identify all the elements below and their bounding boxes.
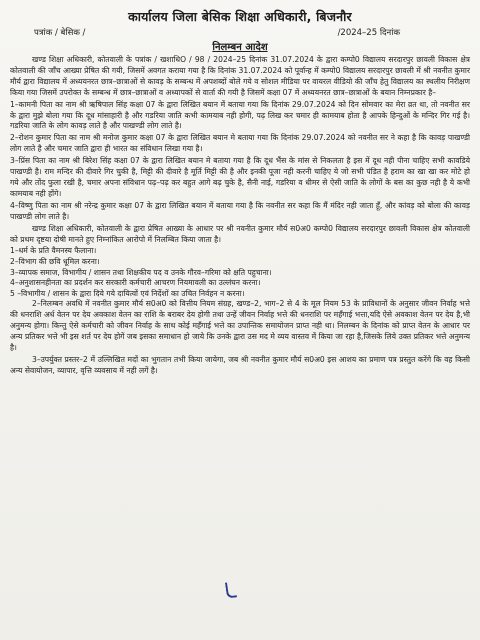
intro-paragraph: खण्ड शिक्षा अधिकारी, कोतवाली के पत्रांक / खशाधिO / 98 / 2024–25 दिनांक 31.07.2024 के द्वारा कम्पो0 विद्यालय सरदारपुर छावली विकास क्षेत्र कोतवाली की जाँच आख्या प्रेषित की गयी, जिसमें अवगत कराया गया है कि दिनांक 31.07.2024 को पूर्वान्ह में कम्पो0 विद्यालय सरदारपुर छावली में श्री नवनीत कुमार मौर्य द्वारा विद्यालय में अध्ययनरत छात्र–छात्राओं से कावड़ के सम्बन्ध में अपशब्दों बोले गये व सोशल मीडिया पर वायरल वीडियो की जाँच हेतु विद्यालय का स्थलीय निरीक्षण किया गया जिसमें उपरोक्त के सम्बन्ध में छात्र–छात्राओं व अध्यापकों से वार्ता की गयी है जिसमें कक्षा 07 में अध्ययनरत छात्र–छात्राओं के बयान निम्नप्रकार है– — [10, 55, 470, 97]
certificate-paragraph: 3–उपर्युक्त प्रस्तर–2 में उल्लिखित मदों का भुगतान तभी किया जायेगा, जब श्री नवनीत कुमार मौर्य स0अ0 इस आशय का प्रमाण पत्र प्रस्तुत करेंगे कि वह किसी अन्य सेवायोजन, व्यापार, वृत्ति व्यवसाय में नही लगें है। — [10, 354, 470, 375]
charges-list — [10, 246, 470, 299]
statement-item: 4–विष्णु पिता का नाम श्री नरेन्द्र कुमार कक्षा 07 के द्वारा लिखित बयान में बताया गया है कि नवनीत सर कहा कि मैं मंदिर नही जाता हूँ, और कांवड़ को बोला की कावड़ पाखण्डी लोग लाते है। — [10, 200, 470, 221]
statement-item: 3–प्रिंस पिता का नाम श्री बिरेश सिंह कक्षा 07 के द्वारा लिखित बयान मे बताया गया है कि दूध भैंस के मांस से निकलता है इस में दूध नही पीना चाहिए सभी कावडिये पाखण्डी है। राम मन्दिर की दीवारे गिर चुकी है, मिट्टी की दीवारे है मूर्ति मिट्टी की है और इनकी पूजा नही करनी चाहिए ये जो सभी पंडित है हराम का खा खा कर मोटे हो गये और तोंद फुला रखी है, चमार अपना संविधान पढ़–पढ़ कर बहुत आगे बढ़ चुके है, सैनी नाई, गडरिया व धीमर से ऐसी जाति के लोगों के बस का कुछ नही है ये कभी कामयाब नही होंगे। — [10, 156, 470, 198]
reference-date: /2024–25 दिनांक — [337, 28, 400, 38]
charge-item: 5 –विभागीय / शासन के द्वारा दिये गये दायित्वों एवं निर्देशों का उचित निर्वहन न करना। — [10, 288, 245, 298]
statements-list — [10, 100, 470, 223]
finding-paragraph: खण्ड शिक्षा अधिकारी, कोतवाली के द्वारा प्रेषित आख्या के आधार पर श्री नवनीत कुमार मौर्य स0अ0 कम्पो0 विद्यालय सरदारपुर छावली विकास क्षेत्र कोतवाली को प्रथम दृष्टया दोषी मानते हुए निम्नांकित आरोपो में निलम्बित किया जाता है। — [10, 223, 470, 244]
office-title: कार्यालय जिला बेसिक शिक्षा अधिकारी, बिजनौर — [128, 9, 352, 24]
order-title: निलम्बन आदेश — [212, 42, 268, 53]
charge-item: 1–धर्म के प्रति वैमनस्य फैलाना। — [10, 246, 97, 256]
statement-item: 2–रोशन कुमार पिता का नाम श्री मनोज कुमार कक्षा 07 के द्वारा लिखित बयान मे बताया गया कि दिनांक 29.07.2024 को नवनीत सर ने कहा है कि कावड़ पाखण्डी लोग लाते है और चमार जाति द्वारा ही भारत का संविधान लिखा गया है। — [10, 133, 470, 154]
charge-item: 4–अनुशासनहीनता का प्रदर्शन कर सरकारी कर्मचारी आचरण नियमावली का उल्लंघन करना। — [10, 278, 261, 288]
allowance-paragraph: 2–निलम्बन अवधि में नवनीत कुमार मौर्य स0अ0 को वित्तीय नियम संग्रह, खण्ड–2, भाग–2 से 4 के मूल नियम 53 के प्राविधानों के अनुसार जीवन निर्वाह भत्ते की धनराशि अर्ध वेतन पर देय अवकाश वेतन का राशि के बराबर देय होगी तथा उन्हें जीवन निर्वाह भत्ते की धनराशि पर महँगाई भत्ता,यदि ऐसे अवकाश वेतन पर देय है,भी अनुमन्य होगा। किन्तु ऐसे कर्मचारी को जीवन निर्वाह के साथ कोई महँगाई भत्ते का उपान्तिक समायोजन प्राप्त नही था। निलम्बन के दिनांक को प्राप्त वेतन के आधार पर अन्य प्रतिकर भत्ते भी इस शर्त पर देय होगें जब इसका समाधान हो जाये कि उनके द्वारा उस मद मे व्यय वास्तव में किया जा रहा है,जिसके लिये उक्त प्रतिकर भत्ते अनुमन्य है। — [10, 299, 470, 352]
signature-mark — [225, 581, 237, 598]
charge-item: 2–विभाग की छवि धूमिल करना। — [10, 257, 100, 266]
reference-number: पत्रांक / बेसिक / — [34, 28, 86, 38]
reference-line — [10, 27, 470, 38]
charge-item: 3–व्यापक समाज, विभागीय / शासन तथा शिक्षकीय पद व उनके गौरव–गरिमा को क्षति पहुचाना। — [10, 267, 272, 277]
statement-item: 1–कामनी पिता का नाम श्री ऋषिपाल सिंह कक्षा 07 के द्वारा लिखित बयान में बताया गया कि दिनांक 29.07.2024 को दिन सोमवार का मेरा व्रत था, तो नवनीत सर के द्वारा मुझे बोला गया कि दूध मांसाहारी है और गडरिया जाति कभी कामयाब नही होगी, पढ़ लिख कर चमार ही कामयाब होता है आपके हिन्दुओं के मन्दिर गिर गई है। गडरिया जाति के लोग कावड़ लाते है और पाखण्डी लोग लाते है। — [10, 99, 470, 131]
